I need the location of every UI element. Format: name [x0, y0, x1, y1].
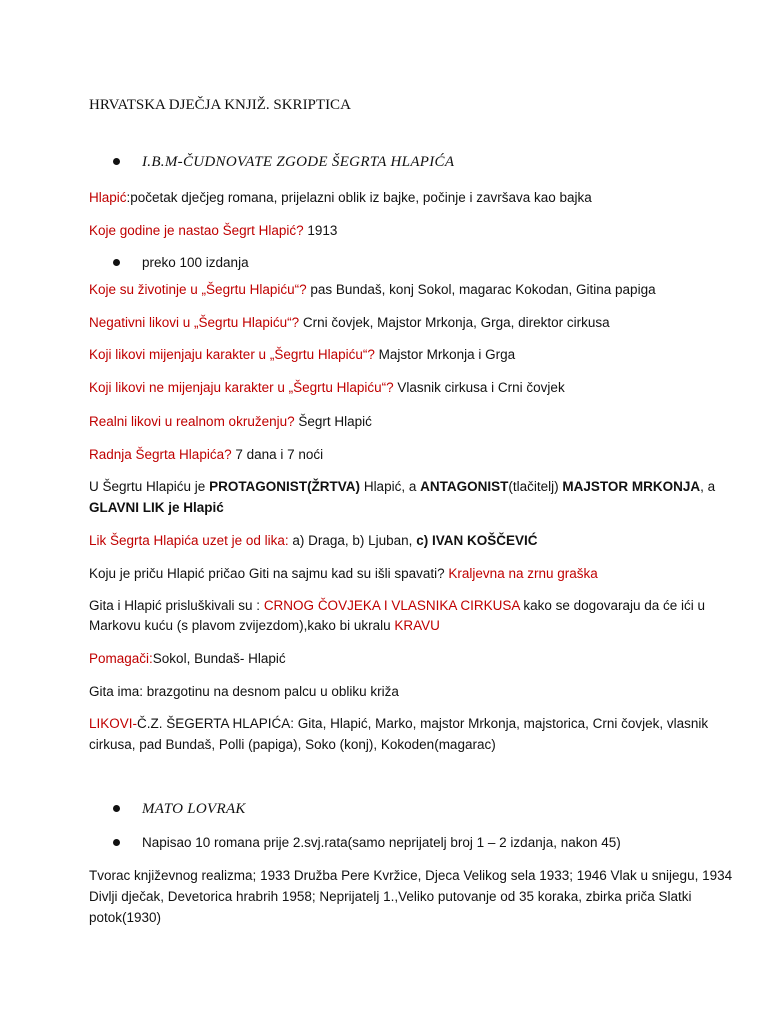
paragraph-story-told — [89, 565, 598, 583]
paragraph-realistic-characters — [89, 413, 372, 431]
bullet-text: Napisao 10 romana prije 2.svj.rata(samo neprijatelj broj 1 – 2 izdanja, nakon 45) — [142, 835, 621, 850]
paragraph-eavesdrop-1 — [89, 597, 705, 615]
bullet-icon — [113, 839, 120, 846]
question-text: Koje su životinje u „Šegrtu Hlapiću“? — [89, 282, 307, 297]
answer-text: Vlasnik cirkusa i Crni čovjek — [393, 380, 565, 395]
answer-text: a) Draga, b) Ljuban, — [288, 533, 417, 548]
question-text: Radnja Šegrta Hlapića? — [89, 447, 232, 462]
bullet-text: preko 100 izdanja — [142, 255, 249, 270]
bullet-item-izdanja — [113, 254, 249, 272]
question-text: Koji likovi ne mijenjaju karakter u „Šegrtu Hlapiću“? — [89, 380, 394, 395]
section-heading-lovrak — [113, 800, 246, 818]
paragraph-changing-characters — [89, 346, 515, 364]
paragraph-main-character: GLAVNI LIK je Hlapić — [89, 500, 224, 515]
antagonist-name: MAJSTOR MRKONJA — [562, 479, 701, 494]
answer-text: 7 dana i 7 noći — [231, 447, 324, 462]
red-term: KRAVU — [394, 618, 440, 633]
question-text: Lik Šegrta Hlapića uzet je od lika: — [89, 533, 289, 548]
bullet-item-romani — [113, 834, 621, 852]
paragraph-text: Gita i Hlapić prisluškivali su : — [89, 598, 264, 613]
paragraph-text: Hlapić, a — [360, 479, 421, 494]
paragraph-text: Sokol, Bundaš- Hlapić — [152, 651, 286, 666]
paragraph-text: , a — [700, 479, 716, 494]
answer-text: pas Bundaš, konj Sokol, magarac Kokodan, Gitina papiga — [306, 282, 656, 297]
antagonist-term: ANTAGONIST — [420, 479, 509, 494]
paragraph-text: :početak dječjeg romana, prijelazni oblik iz bajke, počinje i završava kao bajka — [126, 190, 592, 205]
paragraph-text: kako se dogovaraju da će ići u — [519, 598, 706, 613]
question-text: Koji likovi mijenjaju karakter u „Šegrtu Hlapiću“? — [89, 347, 375, 362]
section-heading-text: MATO LOVRAK — [142, 801, 246, 817]
paragraph-text: U Šegrtu Hlapiću je — [89, 479, 210, 494]
answer-red: Kraljevna na zrnu graška — [448, 566, 598, 581]
document-title: HRVATSKA DJEČJA KNJIŽ. SKRIPTICA — [89, 97, 351, 113]
answer-bold: c) IVAN KOŠČEVIĆ — [416, 533, 538, 548]
answer-text: 1913 — [303, 223, 338, 238]
paragraph-eavesdrop-2 — [89, 617, 440, 635]
answer-text: Majstor Mrkonja i Grga — [374, 347, 516, 362]
paragraph-lovrak-2: Divlji dječak, Devetorica hrabrih 1958; Neprijatelj 1.,Veliko putovanje od 35 koraka, zbirka priča Slatki — [89, 889, 692, 904]
bullet-icon — [113, 805, 120, 812]
answer-text: Šegrt Hlapić — [294, 414, 372, 429]
bullet-icon — [113, 259, 120, 266]
question-text: Realni likovi u realnom okruženju? — [89, 414, 295, 429]
paragraph-text: Č.Z. ŠEGERTA HLAPIĆA: Gita, Hlapić, Marko, majstor Mrkonja, majstorica, Crni čovjek, vlasnik — [137, 716, 709, 731]
protagonist-term: PROTAGONIST(ŽRTVA) — [209, 479, 361, 494]
paragraph-character-origin — [89, 532, 537, 550]
question-text: Koju je priču Hlapić pričao Giti na sajmu kad su išli spavati? — [89, 566, 449, 581]
paragraph-text: (tlačitelj) — [508, 479, 563, 494]
bullet-icon — [113, 158, 120, 165]
question-text: Koje godine je nastao Šegrt Hlapić? — [89, 223, 304, 238]
paragraph-characters-list-1 — [89, 715, 708, 733]
question-text: Negativni likovi u „Šegrtu Hlapiću“? — [89, 315, 300, 330]
paragraph-gita-scar: Gita ima: brazgotinu na desnom palcu u obliku križa — [89, 684, 399, 699]
paragraph-year — [89, 222, 337, 240]
paragraph-lovrak-1: Tvorac književnog realizma; 1933 Družba Pere Kvržice, Djeca Velikog sela 1933; 1946 Vlak u snijegu, 1934 — [89, 868, 733, 883]
section-heading-text: I.B.M-ČUDNOVATE ZGODE ŠEGRTA HLAPIĆA — [142, 154, 455, 170]
paragraph-characters-list-2: cirkusa, pad Bundaš, Polli (papiga), Soko (konj), Kokoden(magarac) — [89, 737, 496, 752]
paragraph-protagonist — [89, 478, 715, 496]
paragraph-text: Markovu kuću (s plavom zvijezdom),kako bi ukralu — [89, 618, 395, 633]
paragraph-plot-duration — [89, 446, 323, 464]
paragraph-hlapic-definition — [89, 189, 592, 207]
paragraph-negative-characters — [89, 314, 610, 332]
paragraph-lovrak-3: potok(1930) — [89, 910, 162, 925]
answer-text: Crni čovjek, Majstor Mrkonja, Grga, direktor cirkusa — [299, 315, 610, 330]
paragraph-animals — [89, 281, 656, 299]
section-heading-hlapic — [113, 153, 454, 171]
red-term: Pomagači: — [89, 651, 153, 666]
red-term: CRNOG ČOVJEKA I VLASNIKA CIRKUSA — [263, 598, 520, 613]
red-term: LIKOVI- — [89, 716, 138, 731]
paragraph-helpers — [89, 650, 286, 668]
red-term: Hlapić — [89, 190, 127, 205]
paragraph-static-characters — [89, 379, 565, 397]
